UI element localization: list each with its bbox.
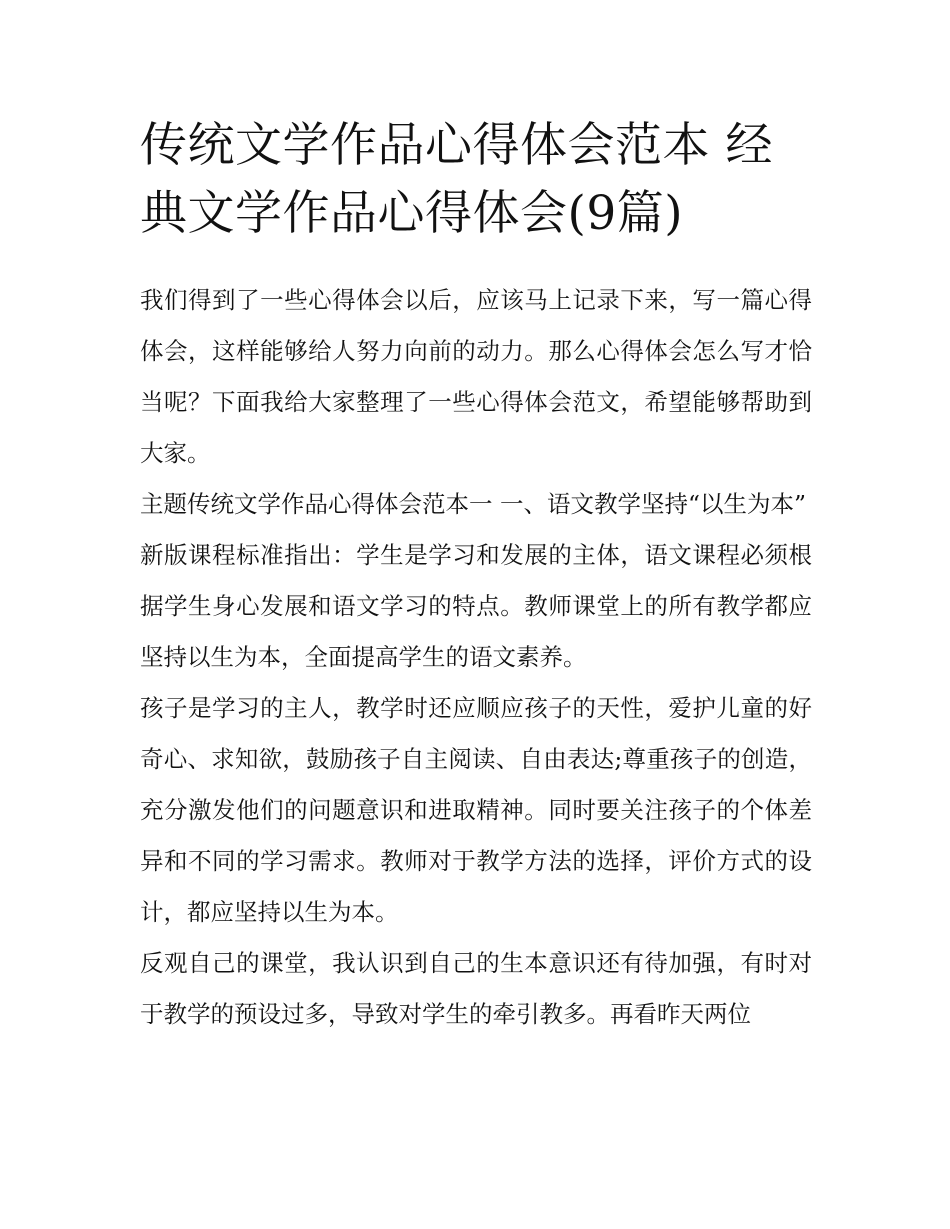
paragraph-reflection: 反观自己的课堂，我认识到自己的生本意识还有待加强，有时对于教学的预设过多，导致对学生的牵引教多。再看昨天两位: [140, 949, 812, 1028]
document-body: [140, 275, 812, 1040]
document-title: 传统文学作品心得体会范本 经典文学作品心得体会(9篇): [140, 118, 773, 241]
paragraph-section-heading: 主题传统文学作品心得体会范本一 一、语文教学坚持“以生为本”: [140, 490, 806, 518]
paragraph-intro: 我们得到了一些心得体会以后，应该马上记录下来，写一篇心得体会，这样能够给人努力向前的动力。那么心得体会怎么写才恰当呢？下面我给大家整理了一些心得体会范文，希望能够帮助到大家。: [140, 286, 812, 467]
paragraph-child-centered: 孩子是学习的主人，教学时还应顺应孩子的天性，爱护儿童的好奇心、求知欲，鼓励孩子自主阅读、自由表达;尊重孩子的创造，充分激发他们的问题意识和进取精神。同时要关注孩子的个体差异和不同的学习需求。教师对于教学方法的选择，评价方式的设计，都应坚持以生为本。: [140, 694, 812, 926]
paragraph-curriculum-standard: 新版课程标准指出：学生是学习和发展的主体，语文课程必须根据学生身心发展和语文学习的特点。教师课堂上的所有教学都应坚持以生为本，全面提高学生的语文素养。: [140, 541, 812, 671]
document-page: [140, 112, 812, 1040]
